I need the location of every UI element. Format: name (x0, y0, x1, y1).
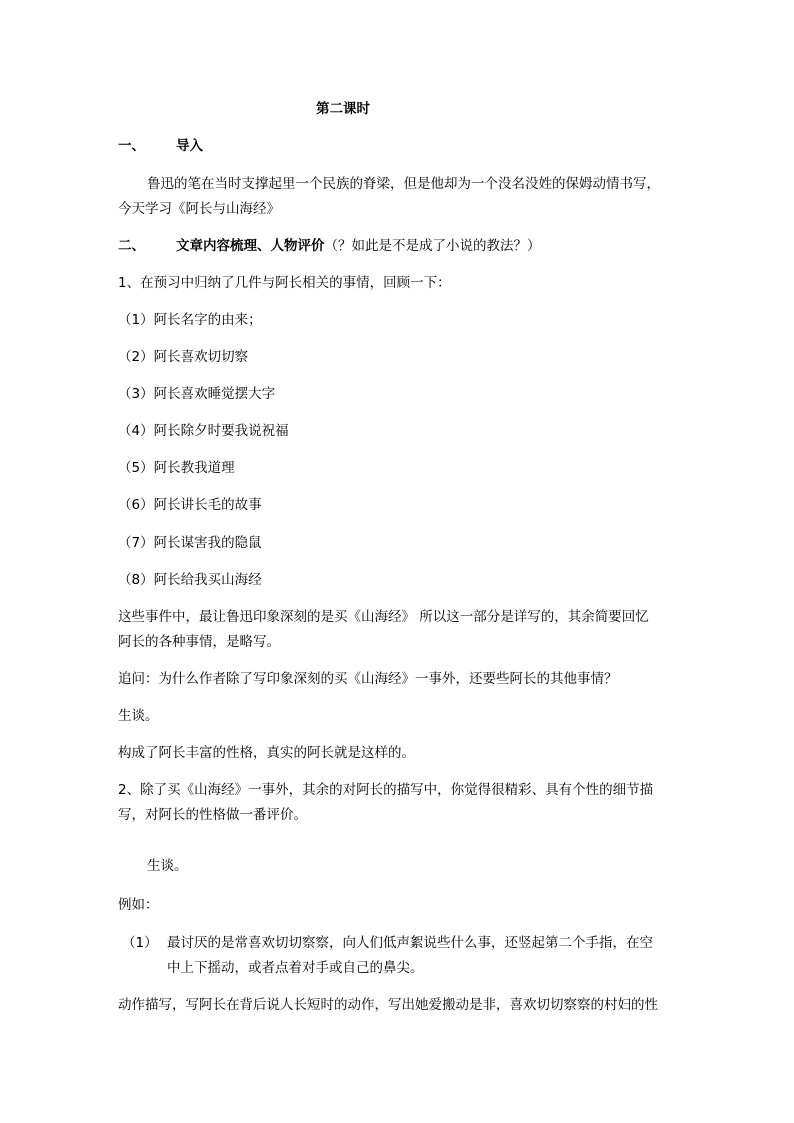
section-2-heading: 文章内容梳理、人物评价 (176, 238, 325, 254)
section-2-heading-line (176, 236, 541, 256)
event-item-6: （6）阿长讲长毛的故事 (118, 497, 262, 513)
example-label: 例如： (118, 897, 159, 913)
example-1-number: （1） (122, 935, 158, 951)
event-item-2: （2）阿长喜欢切切察 (118, 349, 249, 365)
section-2-note: （？如此是不是成了小说的教法？） (324, 238, 541, 254)
question-1: 1、在预习中归纳了几件与阿长相关的事情，回顾一下： (118, 275, 451, 291)
intro-paragraph-line-1: 鲁迅的笔在当时支撑起里一个民族的脊梁，但是他却为一个没名没姓的保姆动情书写， (147, 176, 660, 192)
example-1-line-2: 中上下摇动，或者点着对手或自己的鼻尖。 (167, 960, 424, 976)
event-item-7: （7）阿长谋害我的隐鼠 (118, 535, 262, 551)
question-2-line-2: 写，对阿长的性格做一番评价。 (118, 807, 307, 823)
question-2-line-1: 2、除了买《山海经》一事外，其余的对阿长的描写中，你觉得很精彩、具有个性的细节描 (118, 782, 654, 798)
conclusion: 构成了阿长丰富的性格，真实的阿长就是这样的。 (118, 745, 415, 761)
example-1-line-1: 最讨厌的是常喜欢切切察察，向人们低声絮说些什么事，还竖起第二个手指，在空 (167, 935, 653, 951)
followup-question: 追问：为什么作者除了写印象深刻的买《山海经》一事外，还要些阿长的其他事情？ (118, 671, 618, 687)
event-item-5: （5）阿长教我道理 (118, 460, 235, 476)
event-item-4: （4）阿长除夕时要我说祝福 (118, 423, 289, 439)
analysis-line-1: 动作描写，写阿长在背后说人长短时的动作，写出她爱搬动是非，喜欢切切察察的村妇的性 (118, 997, 658, 1013)
section-1-heading: 导入 (176, 138, 203, 154)
section-2-number: 二、 (118, 238, 145, 254)
intro-paragraph-line-2: 今天学习《阿长与山海经》 (118, 201, 280, 217)
event-item-3: （3）阿长喜欢睡觉摆大字 (118, 386, 276, 402)
student-talk-1: 生谈。 (118, 708, 159, 724)
event-item-1: （1）阿长名字的由来； (118, 312, 262, 328)
student-talk-2: 生谈。 (147, 858, 188, 874)
page-title: 第二课时 (316, 101, 370, 117)
section-1-number: 一、 (118, 138, 145, 154)
summary-line-1: 这些事件中，最让鲁迅印象深刻的是买《山海经》 所以这一部分是详写的，其余简要回忆 (118, 609, 649, 625)
summary-line-2: 阿长的各种事情，是略写。 (118, 634, 280, 650)
event-item-8: （8）阿长给我买山海经 (118, 572, 262, 588)
